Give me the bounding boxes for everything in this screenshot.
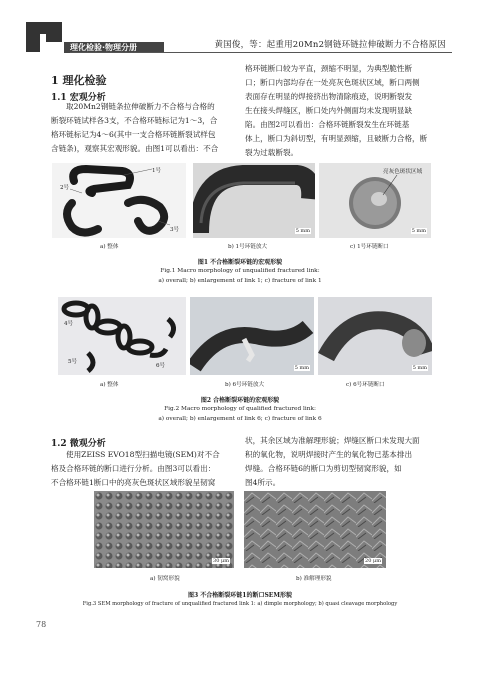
label-2: 2号	[60, 185, 70, 191]
fig2-photo-fracture	[318, 297, 432, 375]
journal-logo	[20, 16, 170, 56]
fig3-sem-cleavage	[244, 491, 386, 568]
fig2-sub-a: a) 整体	[100, 382, 119, 388]
scale-bar: 20 μm	[365, 558, 381, 564]
scale-bar: 30 μm	[213, 558, 229, 564]
label-1: 1号	[152, 168, 162, 174]
fig1-sub-b: b) 1号环链放大	[228, 244, 268, 250]
subsection-heading: 1.2 微观分析	[51, 439, 106, 449]
fig1-photo-enlarged	[193, 163, 315, 238]
fig2-sub-b: b) 6号环链放大	[225, 382, 265, 388]
label-3: 3号	[170, 227, 180, 233]
header-rule	[70, 52, 452, 53]
body-text-left-2: 使用ZEISS EVO18型扫描电镜(SEM)对不合 格及合格环链的断口进行分析。由图3可以看出： 不合格环链1断口中的亮灰色斑状区域形貌呈韧窝	[51, 450, 220, 487]
fig2-photo-enlarged	[190, 297, 314, 375]
page-number: 78	[36, 620, 47, 629]
body-text-right: 格环链断口较为平直，颈缩不明显，为典型脆性断 口；断口内部均存在一处亮灰色斑状区域，断口两侧 表面存在明显的焊接挤出物清除痕迹，说明断裂发 生在接头焊缝区，断口处内外侧面均未发现明显缺 陷。由图2可以看出：合格环链断裂发生在环链基 体上，断口为斜切型，有明显颈缩，且破断力合格，断 裂为过载断裂。	[245, 64, 428, 157]
body-text-right-2: 状，其余区域为准解理形貌；焊缝区断口未发现大面 积的氧化物，说明焊接时产生的氧化物已基本排出 焊缝。合格环链6的断口为剪切型韧窝形貌，如 图4所示。	[245, 436, 420, 487]
subsection-heading: 1.1 宏观分析	[51, 93, 106, 103]
fig2-sub-c: c) 6号环链断口	[346, 382, 385, 388]
label-6: 6号	[156, 363, 166, 369]
fig1-photo-overall	[52, 163, 186, 238]
fig2-caption-cn: 图2 合格断裂环链的宏观形貌	[200, 397, 280, 404]
journal-name: 理化检验·物理分册	[70, 43, 138, 52]
fig1-sub-c: c) 1号环链断口	[350, 244, 389, 250]
running-title: 黄国俊，等：起重用20Mn2钢链环链拉伸破断力不合格原因	[214, 40, 446, 50]
fig3-caption-cn: 图3 不合格断裂环链1的断口SEM形貌	[188, 592, 292, 599]
bright-zone-label: 亮灰色斑状区域	[383, 169, 423, 175]
section-heading: 1 理化检验	[51, 74, 107, 87]
fig2-caption-en: Fig.2 Macro morphology of qualified fractured link:	[164, 406, 316, 412]
scale-bar: 5 mm	[411, 228, 426, 234]
fig3-sub-a: a) 韧窝形貌	[150, 576, 180, 582]
fig3-sub-b: b) 准解理形貌	[296, 576, 332, 582]
scale-bar: 5 mm	[412, 365, 427, 371]
fig1-caption-en: Fig.1 Macro morphology of unqualified fractured link:	[160, 268, 320, 274]
body-text-left: 取20Mn2钢链条拉伸破断力不合格与合格的 断裂环链试样各3支，不合格环链标记为1～3，合 格环链标记为4～6(其中一支合格环链断裂试样包 含链条)，观察其宏观形貌。由图1可以看出：不合	[51, 102, 219, 153]
fig2-photo-overall	[58, 297, 186, 375]
fig1-photo-fracture	[319, 163, 431, 238]
fig3-caption-en: Fig.3 SEM morphology of fracture of unqualified fractured link 1: a) dimple morphology; b) quasi cleavage morphology	[82, 601, 398, 607]
scale-bar: 5 mm	[295, 228, 310, 234]
fig3-sem-dimple	[94, 491, 234, 568]
label-4: 4号	[64, 321, 74, 327]
fig1-caption-en-sub: a) overall; b) enlargement of link 1; c) fracture of link 1	[158, 278, 322, 284]
fig1-sub-a: a) 整体	[100, 244, 119, 250]
scale-bar: 5 mm	[294, 365, 309, 371]
label-5: 5号	[68, 359, 78, 365]
fig1-caption-cn: 图1 不合格断裂环链的宏观形貌	[197, 259, 283, 266]
fig2-caption-en-sub: a) overall; b) enlargement of link 6; c) fracture of link 6	[158, 416, 322, 422]
